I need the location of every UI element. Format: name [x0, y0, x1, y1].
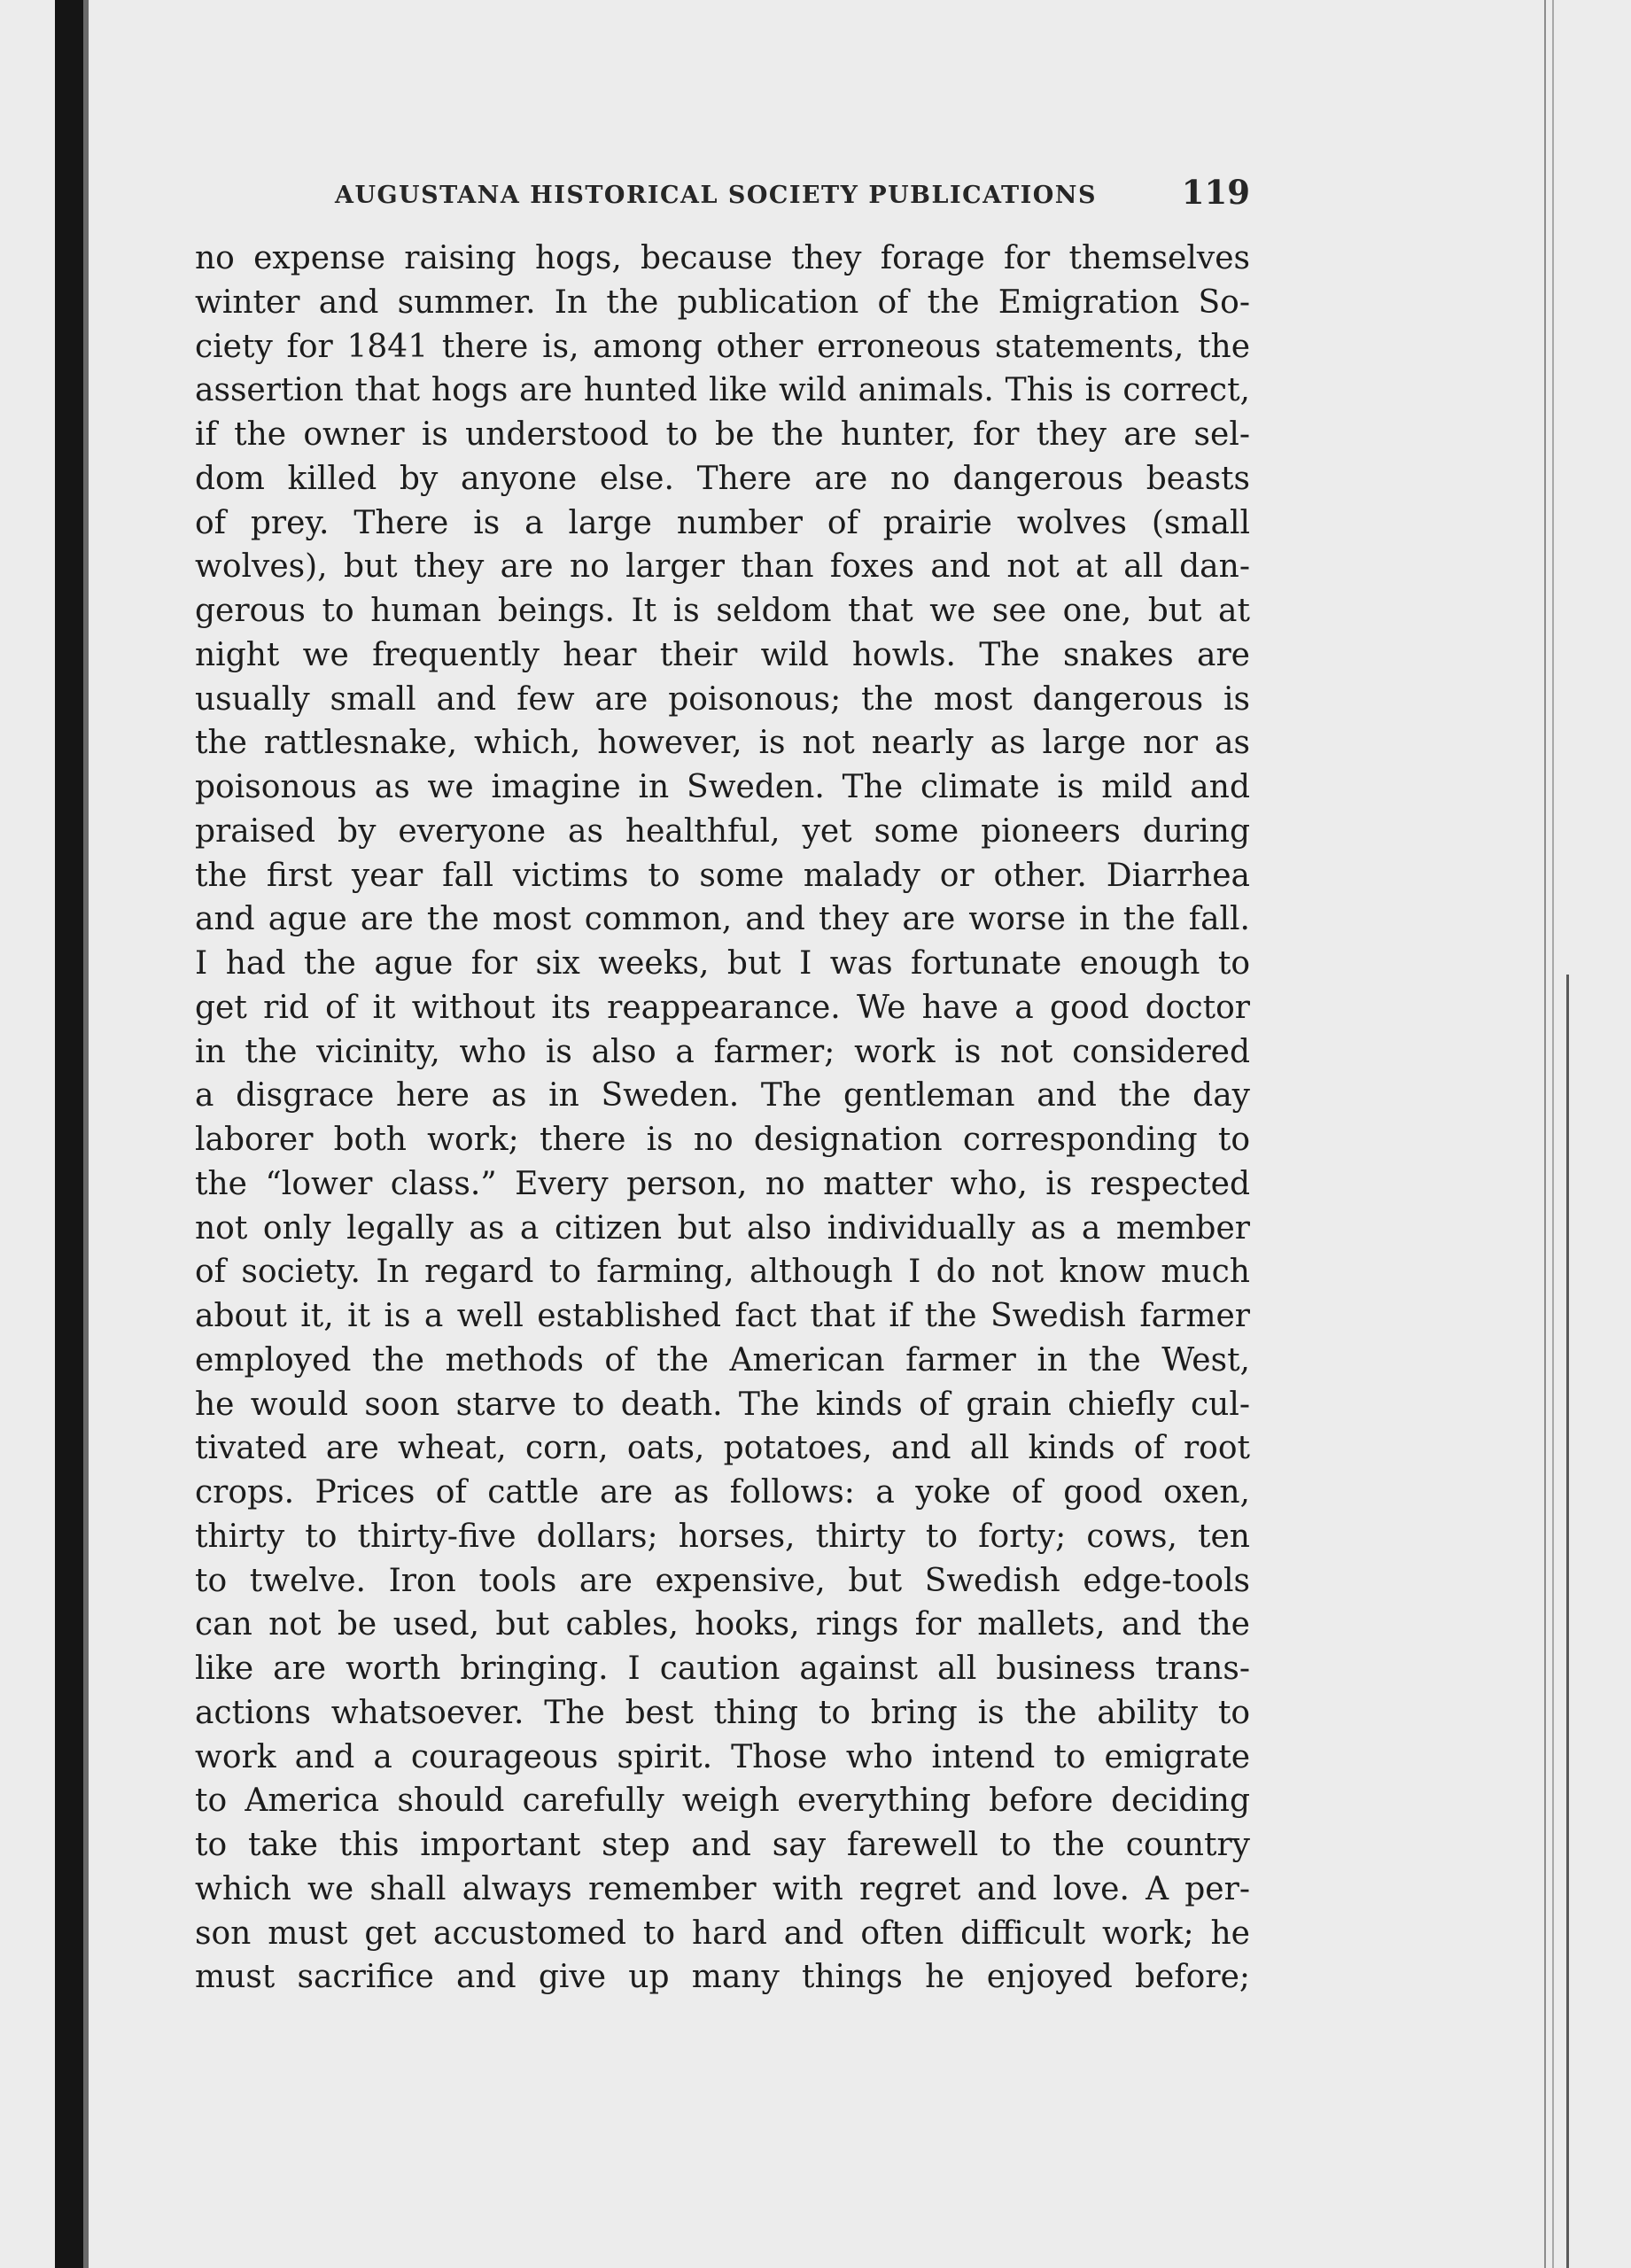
text-line: to America should carefully weigh everything before deciding — [195, 1783, 1250, 1820]
text-line: gerous to human beings. It is seldom that we see one, but at — [195, 593, 1250, 629]
text-line: dom killed by anyone else. There are no dangerous beasts — [195, 460, 1250, 497]
text-line: not only legally as a citizen but also individually as a member — [195, 1209, 1250, 1247]
text-line: assertion that hogs are hunted like wild animals. This is correct, — [195, 372, 1250, 409]
text-line: of prey. There is a large number of prairie wolves (small — [195, 504, 1250, 541]
text-line: praised by everyone as healthful, yet some pioneers during — [195, 812, 1250, 850]
text-line: laborer both work; there is no designation corresponding to — [195, 1122, 1250, 1158]
text-line: in the vicinity, who is also a farmer; work is not considered — [195, 1033, 1250, 1070]
page-edge-line — [1566, 975, 1569, 2268]
page-header — [195, 173, 1250, 217]
text-line: tivated are wheat, corn, oats, potatoes, and all kinds of root — [195, 1430, 1250, 1467]
text-line: work and a courageous spirit. Those who intend to emigrate — [195, 1738, 1250, 1775]
text-line: usually small and few are poisonous; the most dangerous is — [195, 680, 1250, 718]
text-line: thirty to thirty-five dollars; horses, thirty to forty; cows, ten — [195, 1518, 1250, 1555]
text-line: son must get accustomed to hard and often difficult work; he — [195, 1915, 1250, 1952]
text-line: must sacrifice and give up many things he enjoyed before; — [195, 1959, 1250, 1996]
text-line: actions whatsoever. The best thing to bring is the ability to — [195, 1694, 1250, 1731]
text-line: night we frequently hear their wild howls. The snakes are — [195, 636, 1250, 673]
text-line: the rattlesnake, which, however, is not nearly as large nor as — [195, 725, 1250, 762]
text-line: poisonous as we imagine in Sweden. The climate is mild and — [195, 769, 1250, 805]
text-line: like are worth bringing. I caution against all business trans- — [195, 1651, 1250, 1687]
running-head: AUGUSTANA HISTORICAL SOCIETY PUBLICATIONS — [335, 182, 1097, 209]
text-line: crops. Prices of cattle are as follows: a yoke of good oxen, — [195, 1474, 1250, 1511]
text-line: of society. In regard to farming, although I do not know much — [195, 1254, 1250, 1291]
text-line: about it, it is a well established fact that if the Swedish farmer — [195, 1298, 1250, 1334]
text-line: if the owner is understood to be the hunter, for they are sel- — [195, 416, 1250, 453]
text-line: which we shall always remember with regret and love. A per- — [195, 1870, 1250, 1907]
page-edge-line — [1552, 0, 1554, 2268]
text-line: and ague are the most common, and they are worse in the fall. — [195, 901, 1250, 938]
text-line: I had the ague for six weeks, but I was fortunate enough to — [195, 945, 1250, 982]
binding-shadow — [83, 0, 89, 2268]
text-line: employed the methods of the American farmer in the West, — [195, 1341, 1250, 1379]
text-line: he would soon starve to death. The kinds of grain chiefly cul- — [195, 1386, 1250, 1423]
book-binding-edge — [55, 0, 83, 2268]
text-line: to twelve. Iron tools are expensive, but Swedish edge-tools — [195, 1562, 1250, 1599]
text-line: get rid of it without its reappearance. We have a good doctor — [195, 989, 1250, 1026]
text-line: can not be used, but cables, hooks, rings for mallets, and the — [195, 1606, 1250, 1643]
body-text — [195, 237, 1250, 2000]
text-line: to take this important step and say farewell to the country — [195, 1827, 1250, 1863]
text-line: a disgrace here as in Sweden. The gentleman and the day — [195, 1077, 1250, 1115]
text-line: ciety for 1841 there is, among other erroneous statements, the — [195, 328, 1250, 365]
text-line: no expense raising hogs, because they forage for themselves — [195, 240, 1250, 276]
text-line: winter and summer. In the publication of the Emigration So- — [195, 284, 1250, 321]
page-edge-line — [1544, 0, 1546, 2268]
text-line: wolves), but they are no larger than foxes and not at all dan- — [195, 548, 1250, 586]
text-line: the “lower class.” Every person, no matter who, is respected — [195, 1165, 1250, 1202]
text-line: the first year fall victims to some malady or other. Diarrhea — [195, 857, 1250, 894]
page-number: 119 — [1181, 173, 1250, 212]
